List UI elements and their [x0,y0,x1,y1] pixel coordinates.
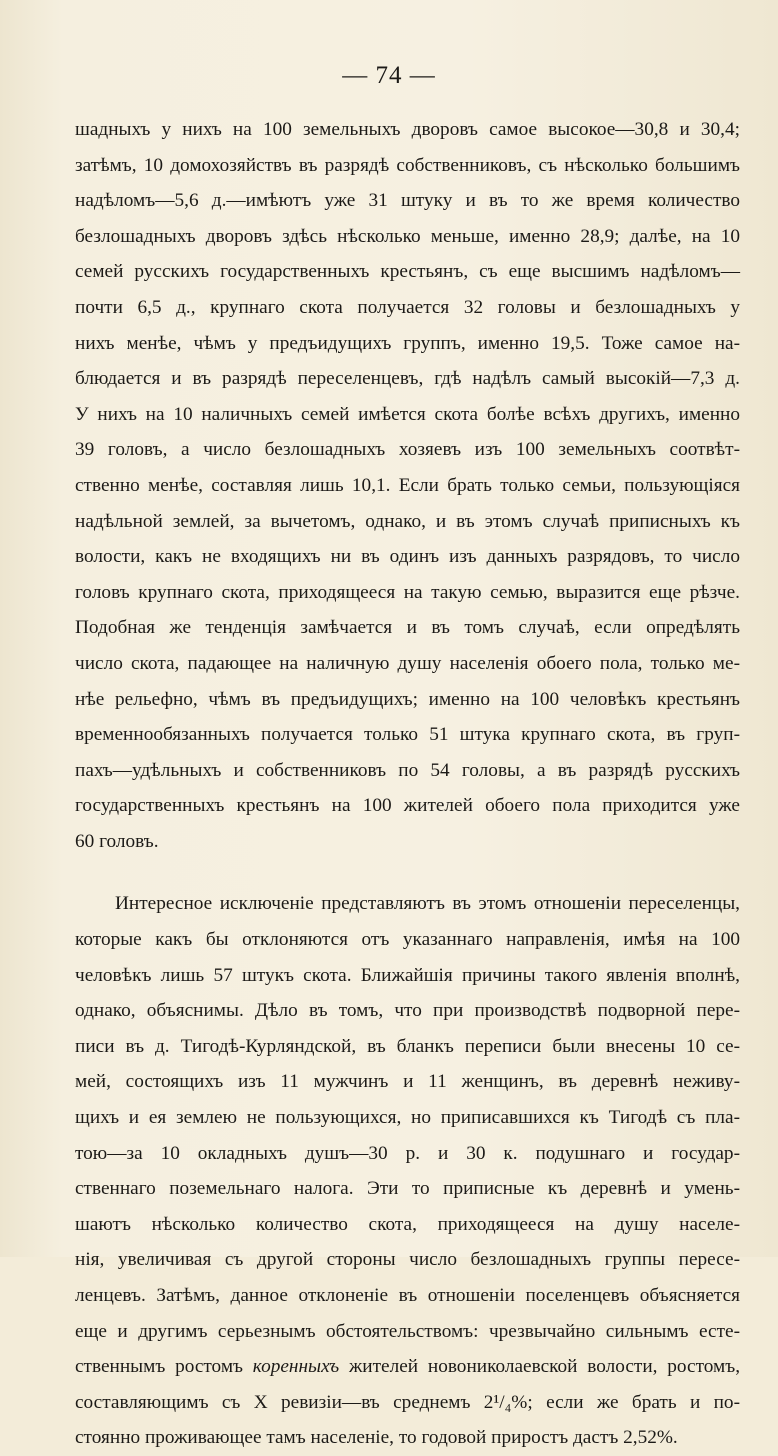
text-line: семей русскихъ государственныхъ крестьянъ, съ еще высшимъ надѣломъ— [75,261,740,283]
text-line: ленцевъ. Затѣмъ, данное отклоненіе въ отношеніи поселенцевъ объясняется [75,1285,740,1306]
text-line: нѣе рельефно, чѣмъ въ предъидущихъ; именно на 100 человѣкъ крестьянъ [75,688,740,710]
text-line: которые какъ бы отклоняются отъ указаннаго направленія, имѣя на 100 [75,929,740,951]
text-line: однако, объяснимы. Дѣло въ томъ, что при производствѣ подворной пере- [75,1000,740,1022]
text-line: шаютъ нѣсколько количество скота, приходящееся на душу населе- [75,1213,740,1235]
text-line: мей, состоящихъ изъ 11 мужчинъ и 11 женщинъ, въ деревнѣ неживу- [75,1071,740,1093]
paragraph-2 [75,886,740,1456]
text-line: стоянно проживающее тамъ населеніе, то годовой приростъ дастъ 2,52%. [75,1427,678,1449]
text-line: 39 головъ, а число безлошадныхъ хозяевъ изъ 100 земельныхъ соотвѣт- [75,439,740,461]
text-line: надѣльной землей, за вычетомъ, однако, и въ этомъ случаѣ приписныхъ къ [75,510,740,532]
text-line: Подобная же тенденція замѣчается и въ томъ случаѣ, если опредѣлять [75,617,740,639]
text-line: число скота, падающее на наличную душу населенія обоего пола, только ме- [75,652,740,674]
text-line: пахъ—удѣльныхъ и собственниковъ по 54 головы, а въ разрядѣ русскихъ [75,759,740,781]
text-line: щихъ и ея землею не пользующихся, но приписавшихся къ Тигодѣ съ пла- [75,1107,740,1129]
text-line: составляющимъ съ X ревизіи—въ среднемъ 2¹/₄%; если же брать и по- [75,1391,740,1413]
text-line: почти 6,5 д., крупнаго скота получается 32 головы и безлошадныхъ у [75,296,740,318]
text-line: волости, какъ не входящихъ ни въ одинъ изъ данныхъ разрядовъ, то число [75,546,740,568]
text-line: безлошадныхъ дворовъ здѣсь нѣсколько меньше, именно 28,9; далѣе, на 10 [75,225,740,247]
text-fragment: ственнымъ ростомъ [75,1356,244,1378]
text-line: ственно менѣе, составляя лишь 10,1. Если брать только семьи, пользующіяся [75,474,740,496]
paragraph-1 [75,112,740,859]
text-line: Интересное исключеніе представляютъ въ этомъ отношеніи переселенцы, [115,893,740,915]
text-line: человѣкъ лишь 57 штукъ скота. Ближайшія причины такого явленія вполнѣ, [75,964,740,986]
text-line: нихъ менѣе, чѣмъ у предъидущихъ группъ, именно 19,5. Тоже самое на- [75,332,740,354]
text-line: нія, увеличивая съ другой стороны число безлошадныхъ группы пересе- [75,1249,740,1271]
text-line: шадныхъ у нихъ на 100 земельныхъ дворовъ самое высокое—30,8 и 30,4; [75,119,740,140]
text-line: писи въ д. Тигодѣ-Курляндской, въ бланкъ переписи были внесены 10 се- [75,1035,740,1057]
body-text [75,112,740,1456]
text-line: головъ крупнаго скота, приходящееся на такую семью, выразится еще рѣзче. [75,581,740,603]
text-line: 60 головъ. [75,830,159,852]
text-line: временнообязанныхъ получается только 51 штука крупнаго скота, въ груп- [75,724,740,746]
text-line: У нихъ на 10 наличныхъ семей имѣется скота болѣе всѣхъ другихъ, именно [75,403,740,425]
page-number: — 74 — [342,62,436,89]
text-line: ственнаго поземельнаго налога. Эти то приписные къ деревнѣ и умень- [75,1178,740,1200]
text-line: блюдается и въ разрядѣ переселенцевъ, гдѣ надѣлъ самый высокій—7,3 д. [75,368,740,390]
emphasized-word: коренныхъ [252,1356,340,1378]
text-line: надѣломъ—5,6 д.—имѣютъ уже 31 штуку и въ то же время количество [75,190,740,212]
text-line: затѣмъ, 10 домохозяйствъ въ разрядѣ собственниковъ, съ нѣсколько большимъ [75,154,740,176]
paragraph-gap [75,859,740,886]
text-line-with-emphasis [75,1349,740,1385]
text-line: тою—за 10 окладныхъ душъ—30 р. и 30 к. подушнаго и государ- [75,1142,740,1164]
text-line: еще и другимъ серьезнымъ обстоятельствомъ: чрезвычайно сильнымъ есте- [75,1320,740,1342]
text-line: государственныхъ крестьянъ на 100 жителей обоего пола приходится уже [75,795,740,817]
text-fragment: жителей новониколаевской волости, ростомъ, [348,1356,741,1378]
